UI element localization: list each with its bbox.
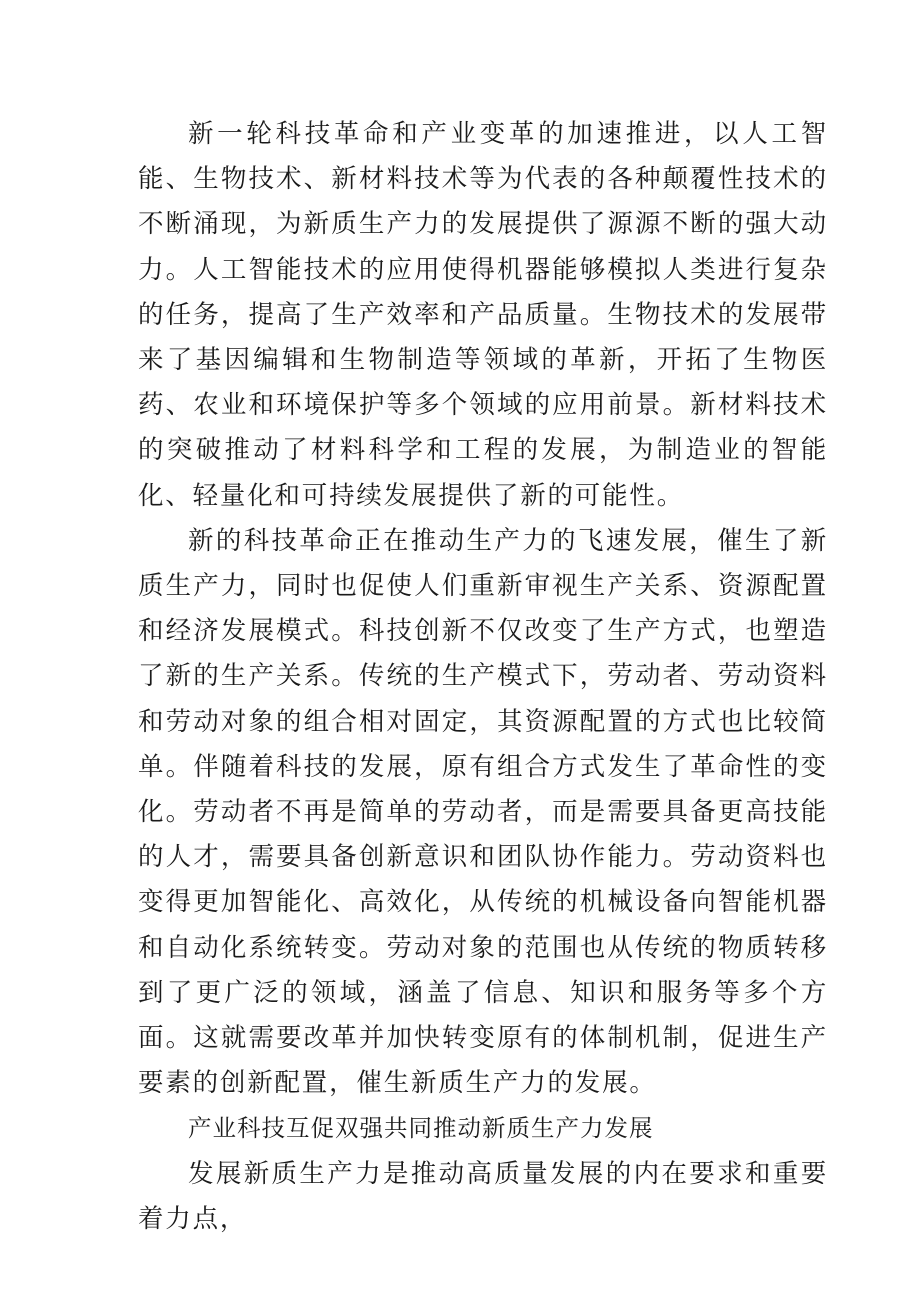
document-body [138, 112, 828, 1242]
paragraph-tech-revolution: 新一轮科技革命和产业变革的加速推进，以人工智能、生物技术、新材料技术等为代表的各种颠覆性技术的不断涌现，为新质生产力的发展提供了源源不断的强大动力。人工智能技术的应用使得机器能够模拟人类进行复杂的任务，提高了生产效率和产品质量。生物技术的发展带来了基因编辑和生物制造等领域的革新，开拓了生物医药、农业和环境保护等多个领域的应用前景。新材料技术的突破推动了材料科学和工程的发展，为制造业的智能化、轻量化和可持续发展提供了新的可能性。 [138, 119, 828, 511]
section-heading: 产业科技互促双强共同推动新质生产力发展 [188, 1114, 654, 1143]
paragraph-production-relations: 新的科技革命正在推动生产力的飞速发展，催生了新质生产力，同时也促使人们重新审视生产关系、资源配置和经济发展模式。科技创新不仅改变了生产方式，也塑造了新的生产关系。传统的生产模式下，劳动者、劳动资料和劳动对象的组合相对固定，其资源配置的方式也比较简单。伴随着科技的发展，原有组合方式发生了革命性的变化。劳动者不再是简单的劳动者，而是需要具备更高技能的人才，需要具备创新意识和团队协作能力。劳动资料也变得更加智能化、高效化，从传统的机械设备向智能机器和自动化系统转变。劳动对象的范围也从传统的物质转移到了更广泛的领域，涵盖了信息、知识和服务等多个方面。这就需要改革并加快转变原有的体制机制，促进生产要素的创新配置，催生新质生产力的发展。 [138, 525, 828, 1099]
paragraph-high-quality-development: 发展新质生产力是推动高质量发展的内在要求和重要着力点， [138, 1158, 828, 1234]
